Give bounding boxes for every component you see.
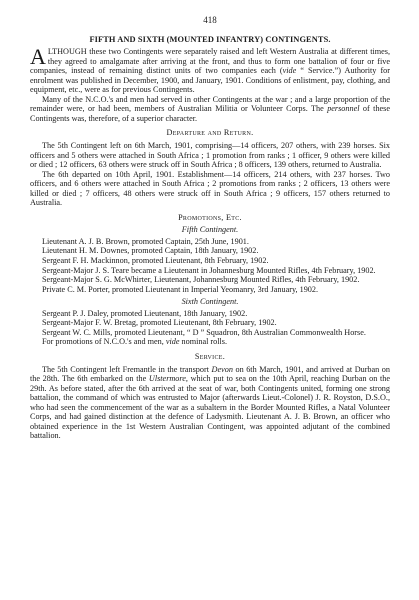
page-title: FIFTH AND SIXTH (MOUNTED INFANTRY) CONTINGENTS. xyxy=(89,34,331,44)
drop-cap: A xyxy=(30,44,46,70)
promotion-item: Lieutenant H. M. Downes, promoted Captain, 18th January, 1902. xyxy=(42,246,259,256)
page-number: 418 xyxy=(203,15,217,25)
service-text-a: The 5th Contingent left Fremantle in the transport xyxy=(42,364,212,374)
intro-text-2a: Many of the N.C.O.'s and men had served in other Contingents at the war ; and a large proportion of the remainder were, or had been, members of Australian Militia or Volunteer Corps. The xyxy=(30,94,390,114)
promotion-item: Sergeant-Major F. W. Bretag, promoted Lieutenant, 8th February, 1902. xyxy=(42,318,277,328)
departure-paragraph-2: The 6th departed on 10th April, 1901. Establishment—14 officers, 214 others, with 237 horses. Two officers, and 6 others were attached in South Africa ; 2 promotions from ranks ; 2 officers, 13 others were killed or died ; 7 officers, 48 others were struck off in South Africa ; 9 officers, 157 others returned to Australia. xyxy=(30,169,390,208)
intro-text-1a: LTHOUGH these two Contingents were separately raised and left Western Australia at different times, they agreed to amalgamate after arriving at the front, and thus to form one battalion of four or five companies, instead of remaining distinct units of two companies each ( xyxy=(30,47,390,76)
service-text-c: , which put to sea on the 10th April, reaching Durban on the 29th. As before stated, after the 6th arrived at the seat of war, both Contingents united, forming one strong battalion, the command of which was entrusted to Major (afterwards Lieut.-Colonel) J. R. Royston, D.S.O., who had seen the commencement of the war as a subaltern in the Border Mounted Rifles, a Natal Volunteer Corps, and had gained distinction at the defence of Ladysmith. Lieutenant A. J. B. Brown, an officer who obtained experience in the 1st Western Australian Contingent, was appointed adjutant of the combined battalion. xyxy=(30,374,390,441)
intro-paragraph-1 xyxy=(30,44,390,95)
ship-ulstermore: Ulstermore xyxy=(148,374,186,384)
promotion-item: Sergeant-Major S. G. McWhirter, Lieutenant, Johannesburg Mounted Rifles, 4th February, 1902. xyxy=(42,275,360,285)
service-text-b: on 6th March, 1901, and arrived at Durban on the 28th. The 6th embarked on the xyxy=(30,364,390,384)
intro-text-1b: “ Service.”) Authority for enrolment was published in December, 1900, and January, 1901. Conditions of enlistment, pay, clothing, and equipment, etc., were as for previous Contingents. xyxy=(30,66,390,95)
intro-vide: vide xyxy=(282,66,297,76)
promotion-item: Private C. M. Porter, promoted Lieutenant in Imperial Yeomanry, 3rd January, 1902. xyxy=(42,284,319,294)
footnote-text-a: For promotions of N.C.O.'s and men, xyxy=(42,337,166,347)
footnote-vide: vide xyxy=(165,337,180,347)
promotion-item: Lieutenant A. J. B. Brown, promoted Captain, 25th June, 1901. xyxy=(42,236,249,246)
service-heading: Service. xyxy=(194,351,226,361)
promotion-item: Sergeant P. J. Daley, promoted Lieutenant, 18th January, 1902. xyxy=(42,308,248,318)
sixth-contingent-heading: Sixth Contingent. xyxy=(181,297,239,307)
ship-devon: Devon xyxy=(211,364,233,374)
intro-paragraph-2 xyxy=(30,95,390,124)
departure-heading: Departure and Return. xyxy=(166,128,254,138)
promotion-item: Sergeant F. H. Mackinnon, promoted Lieutenant, 8th February, 1902. xyxy=(42,256,269,266)
promotion-item: Sergeant-Major J. S. Teare became a Lieutenant in Johannesburg Mounted Rifles, 4th February, 1902. xyxy=(42,265,376,275)
promotions-footnote xyxy=(30,337,390,347)
promotions-heading: Promotions, Etc. xyxy=(178,212,242,222)
promotion-item: Sergeant W. C. Mills, promoted Lieutenant, “ D ” Squadron, 8th Australian Commonwealth Horse. xyxy=(42,327,366,337)
departure-paragraph-1: The 5th Contingent left on 6th March, 1901, comprising—14 officers, 207 others, with 239 horses. Six officers and 5 others were attached in South Africa ; 1 promotion from ranks ; 1 officer, 9 others were killed or died ; 12 officers, 63 others were struck off in South Africa ; 8 officers, 139 others, returned to Australia. xyxy=(30,141,390,170)
intro-text-2b: of these Contingents was, therefore, of a superior character. xyxy=(30,104,390,123)
intro-personnel: personnel xyxy=(327,104,360,114)
fifth-contingent-heading: Fifth Contingent. xyxy=(181,225,239,235)
service-paragraph xyxy=(30,365,390,441)
footnote-text-b: nominal rolls. xyxy=(179,337,227,347)
